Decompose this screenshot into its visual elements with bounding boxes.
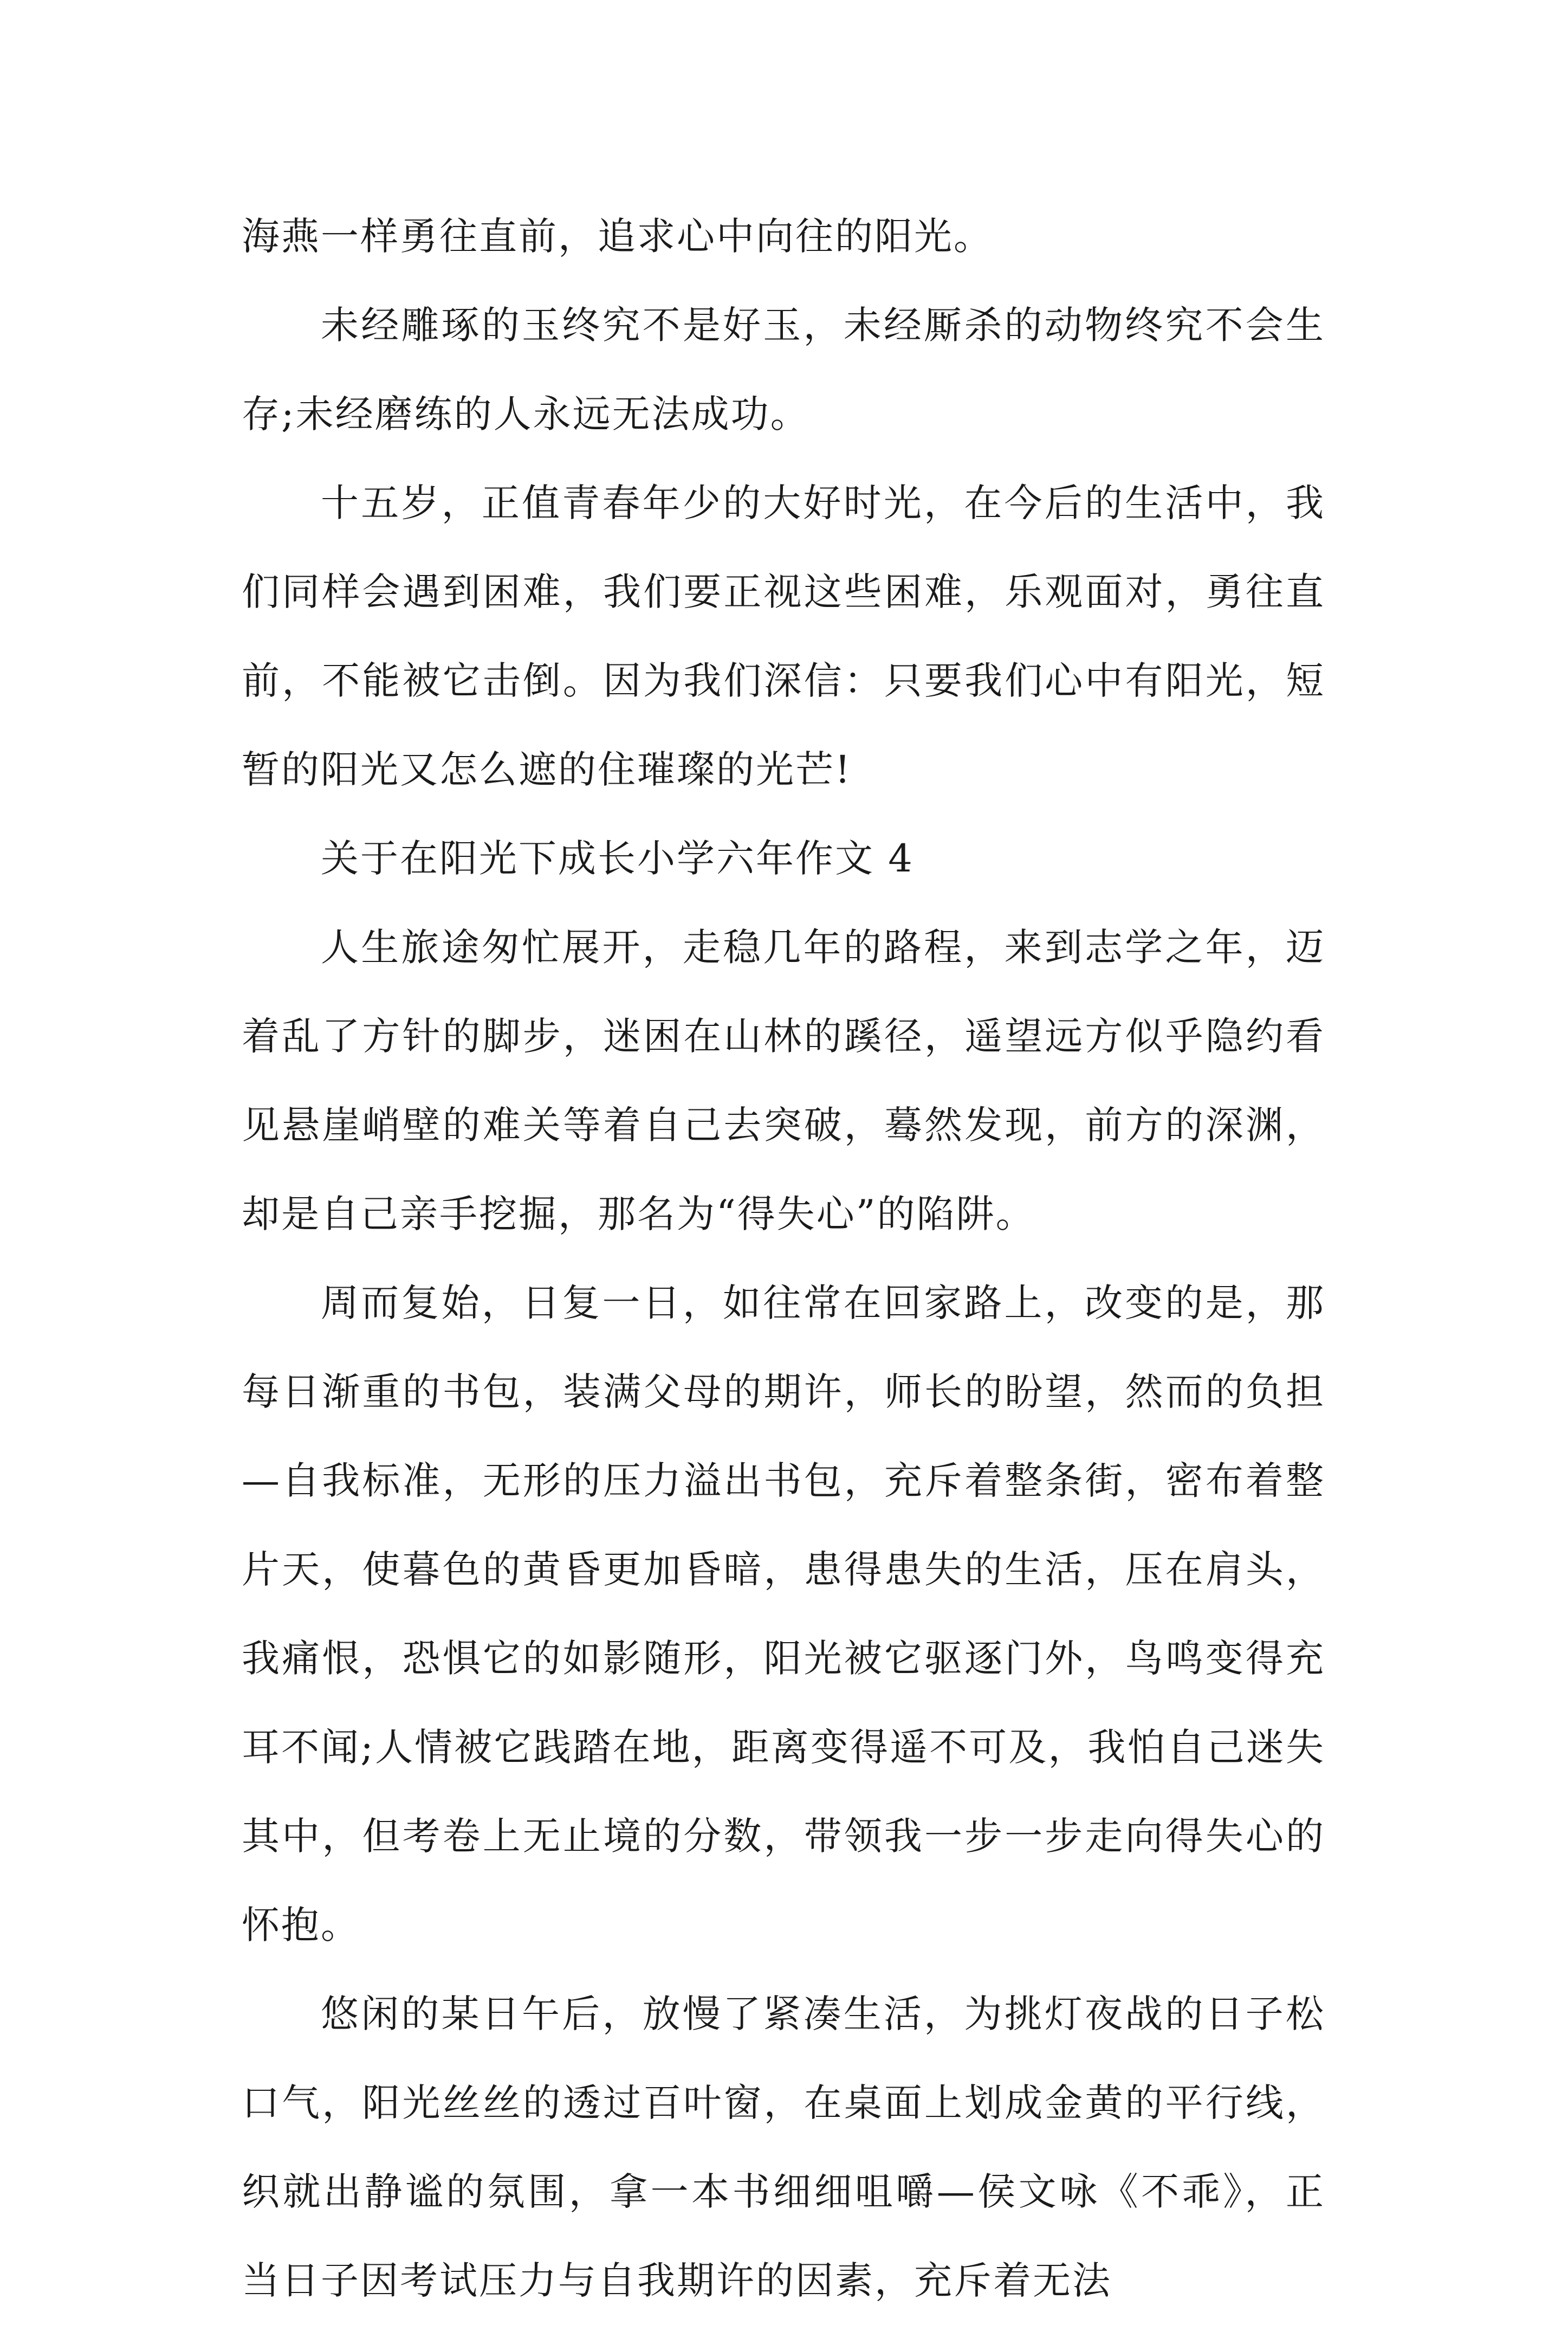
paragraph: 周而复始，日复一日，如往常在回家路上，改变的是，那每日渐重的书包，装满父母的期许，师长的盼望，然而的负担—自我标准，无形的压力溢出书包，充斥着整条街，密布着整片天，使暮色的黄昏更加昏暗，患得患失的生活，压在肩头，我痛恨，恐惧它的如影随形，阳光被它驱逐门外，鸟鸣变得充耳不闻;人情被它践踏在地，距离变得遥不可及，我怕自己迷失其中，但考卷上无止境的分数，带领我一步一步走向得失心的怀抱。 xyxy=(242,1281,1325,1947)
paragraph: 人生旅途匆忙展开，走稳几年的路程，来到志学之年，迈着乱了方针的脚步，迷困在山林的蹊径，遥望远方似乎隐约看见悬崖峭壁的难关等着自己去突破，蓦然发现，前方的深渊，却是自己亲手挖掘，那名为“得失心”的陷阱。 xyxy=(242,925,1325,1236)
paragraph-continuation: 海燕一样勇往直前，追求心中向往的阳光。 xyxy=(242,214,993,259)
paragraph: 悠闲的某日午后，放慢了紧凑生活，为挑灯夜战的日子松口气，阳光丝丝的透过百叶窗，在桌面上划成金黄的平行线，织就出静谧的氛围，拿一本书细细咀嚼—侯文咏《不乖》，正当日子因考试压力与自我期许的因素，充斥着无法 xyxy=(242,1992,1325,2303)
paragraph: 未经雕琢的玉终究不是好玉，未经厮杀的动物终究不会生存;未经磨练的人永远无法成功。 xyxy=(242,303,1325,436)
section-heading: 关于在阳光下成长小学六年作文 4 xyxy=(321,836,914,881)
document-body xyxy=(242,192,1325,2325)
paragraph: 十五岁，正值青春年少的大好时光，在今后的生活中，我们同样会遇到困难，我们要正视这些困难，乐观面对，勇往直前，不能被它击倒。因为我们深信：只要我们心中有阳光，短暂的阳光又怎么遮的住璀璨的光芒! xyxy=(242,481,1325,792)
